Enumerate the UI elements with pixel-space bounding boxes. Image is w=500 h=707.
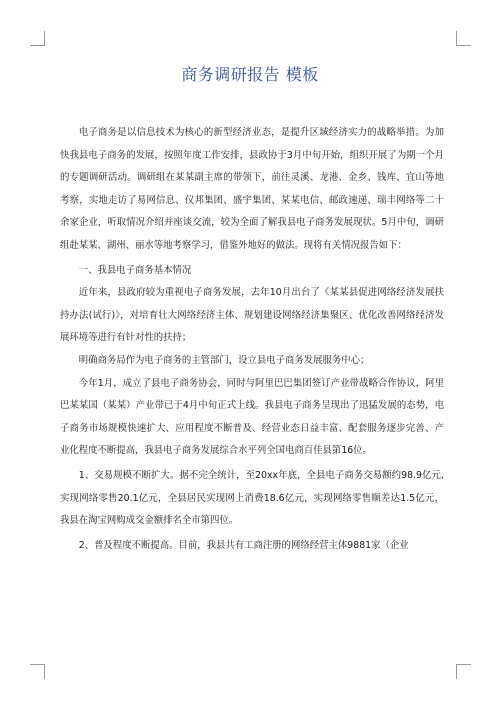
- crop-mark-top-left: [30, 31, 45, 46]
- paragraph-intro: 电子商务是以信息技术为核心的新型经济业态，是提升区域经济实力的战略举措。为加快我县电子商务的发展，按照年度工作安排，县政协于3月中旬开始，组织开展了为期一个月的专题调研活动。调研组在某某副主席的带领下，前往灵溪、龙港、金乡、钱库、宜山等地考察，实地走访了易网信息、仪邦集团、盛宇集团、某某电信、邮政速递、瑞丰网络等二十余家企业，听取情况介绍并座谈交流，较为全面了解我县电子商务发展现状。5月中旬，调研组赴某某、湖州、丽水等地考察学习，借鉴外地好的做法。现将有关情况报告如下：: [60, 127, 444, 251]
- crop-mark-bottom-left: [30, 664, 45, 679]
- paragraph-item-2: 2、普及程度不断提高。目前，我县共有工商注册的网络经营主体9881家（企业: [78, 539, 409, 551]
- paragraph: 明确商务局作为电子商务的主管部门，设立县电子商务发展服务中心；: [78, 354, 370, 366]
- paragraph: 今年1月，成立了县电子商务协会，同时与阿里巴巴集团签订产业带战略合作协议，阿里巴某某国（某某）产业带已于4月中旬正式上线。我县电子商务呈现出了迅猛发展的态势，电子商务市场规模快速扩大、应用程度不断普及、经营业态日益丰富、配套服务逐步完善、产业化程度不断提高，我县电子商务发展综合水平列全国电商百佳县第16位。: [60, 377, 444, 457]
- section-heading: 一、我县电子商务基本情况: [78, 264, 192, 276]
- document-title: 商务调研报告 模板: [181, 65, 319, 84]
- crop-mark-top-right: [456, 31, 471, 46]
- crop-mark-bottom-right: [456, 664, 471, 679]
- paragraph: 近年来，县政府较为重视电子商务发展，去年10月出台了《某某县促进网络经济发展扶持办法(试行)》，对培育壮大网络经济主体、规划建设网络经济集聚区、优化改善网络经济发展环境等进行有针对性的扶持；: [60, 287, 444, 344]
- document-body: [60, 122, 444, 557]
- paragraph-item-1: 1、交易规模不断扩大。据不完全统计，至20xx年底，全县电子商务交易额约98.9亿元,实现网络零售20.1亿元，全县居民实现网上消费18.6亿元，实现网络零售顺差达1.5亿元，我县在淘宝网购成交金额排名全市第四位。: [60, 469, 444, 527]
